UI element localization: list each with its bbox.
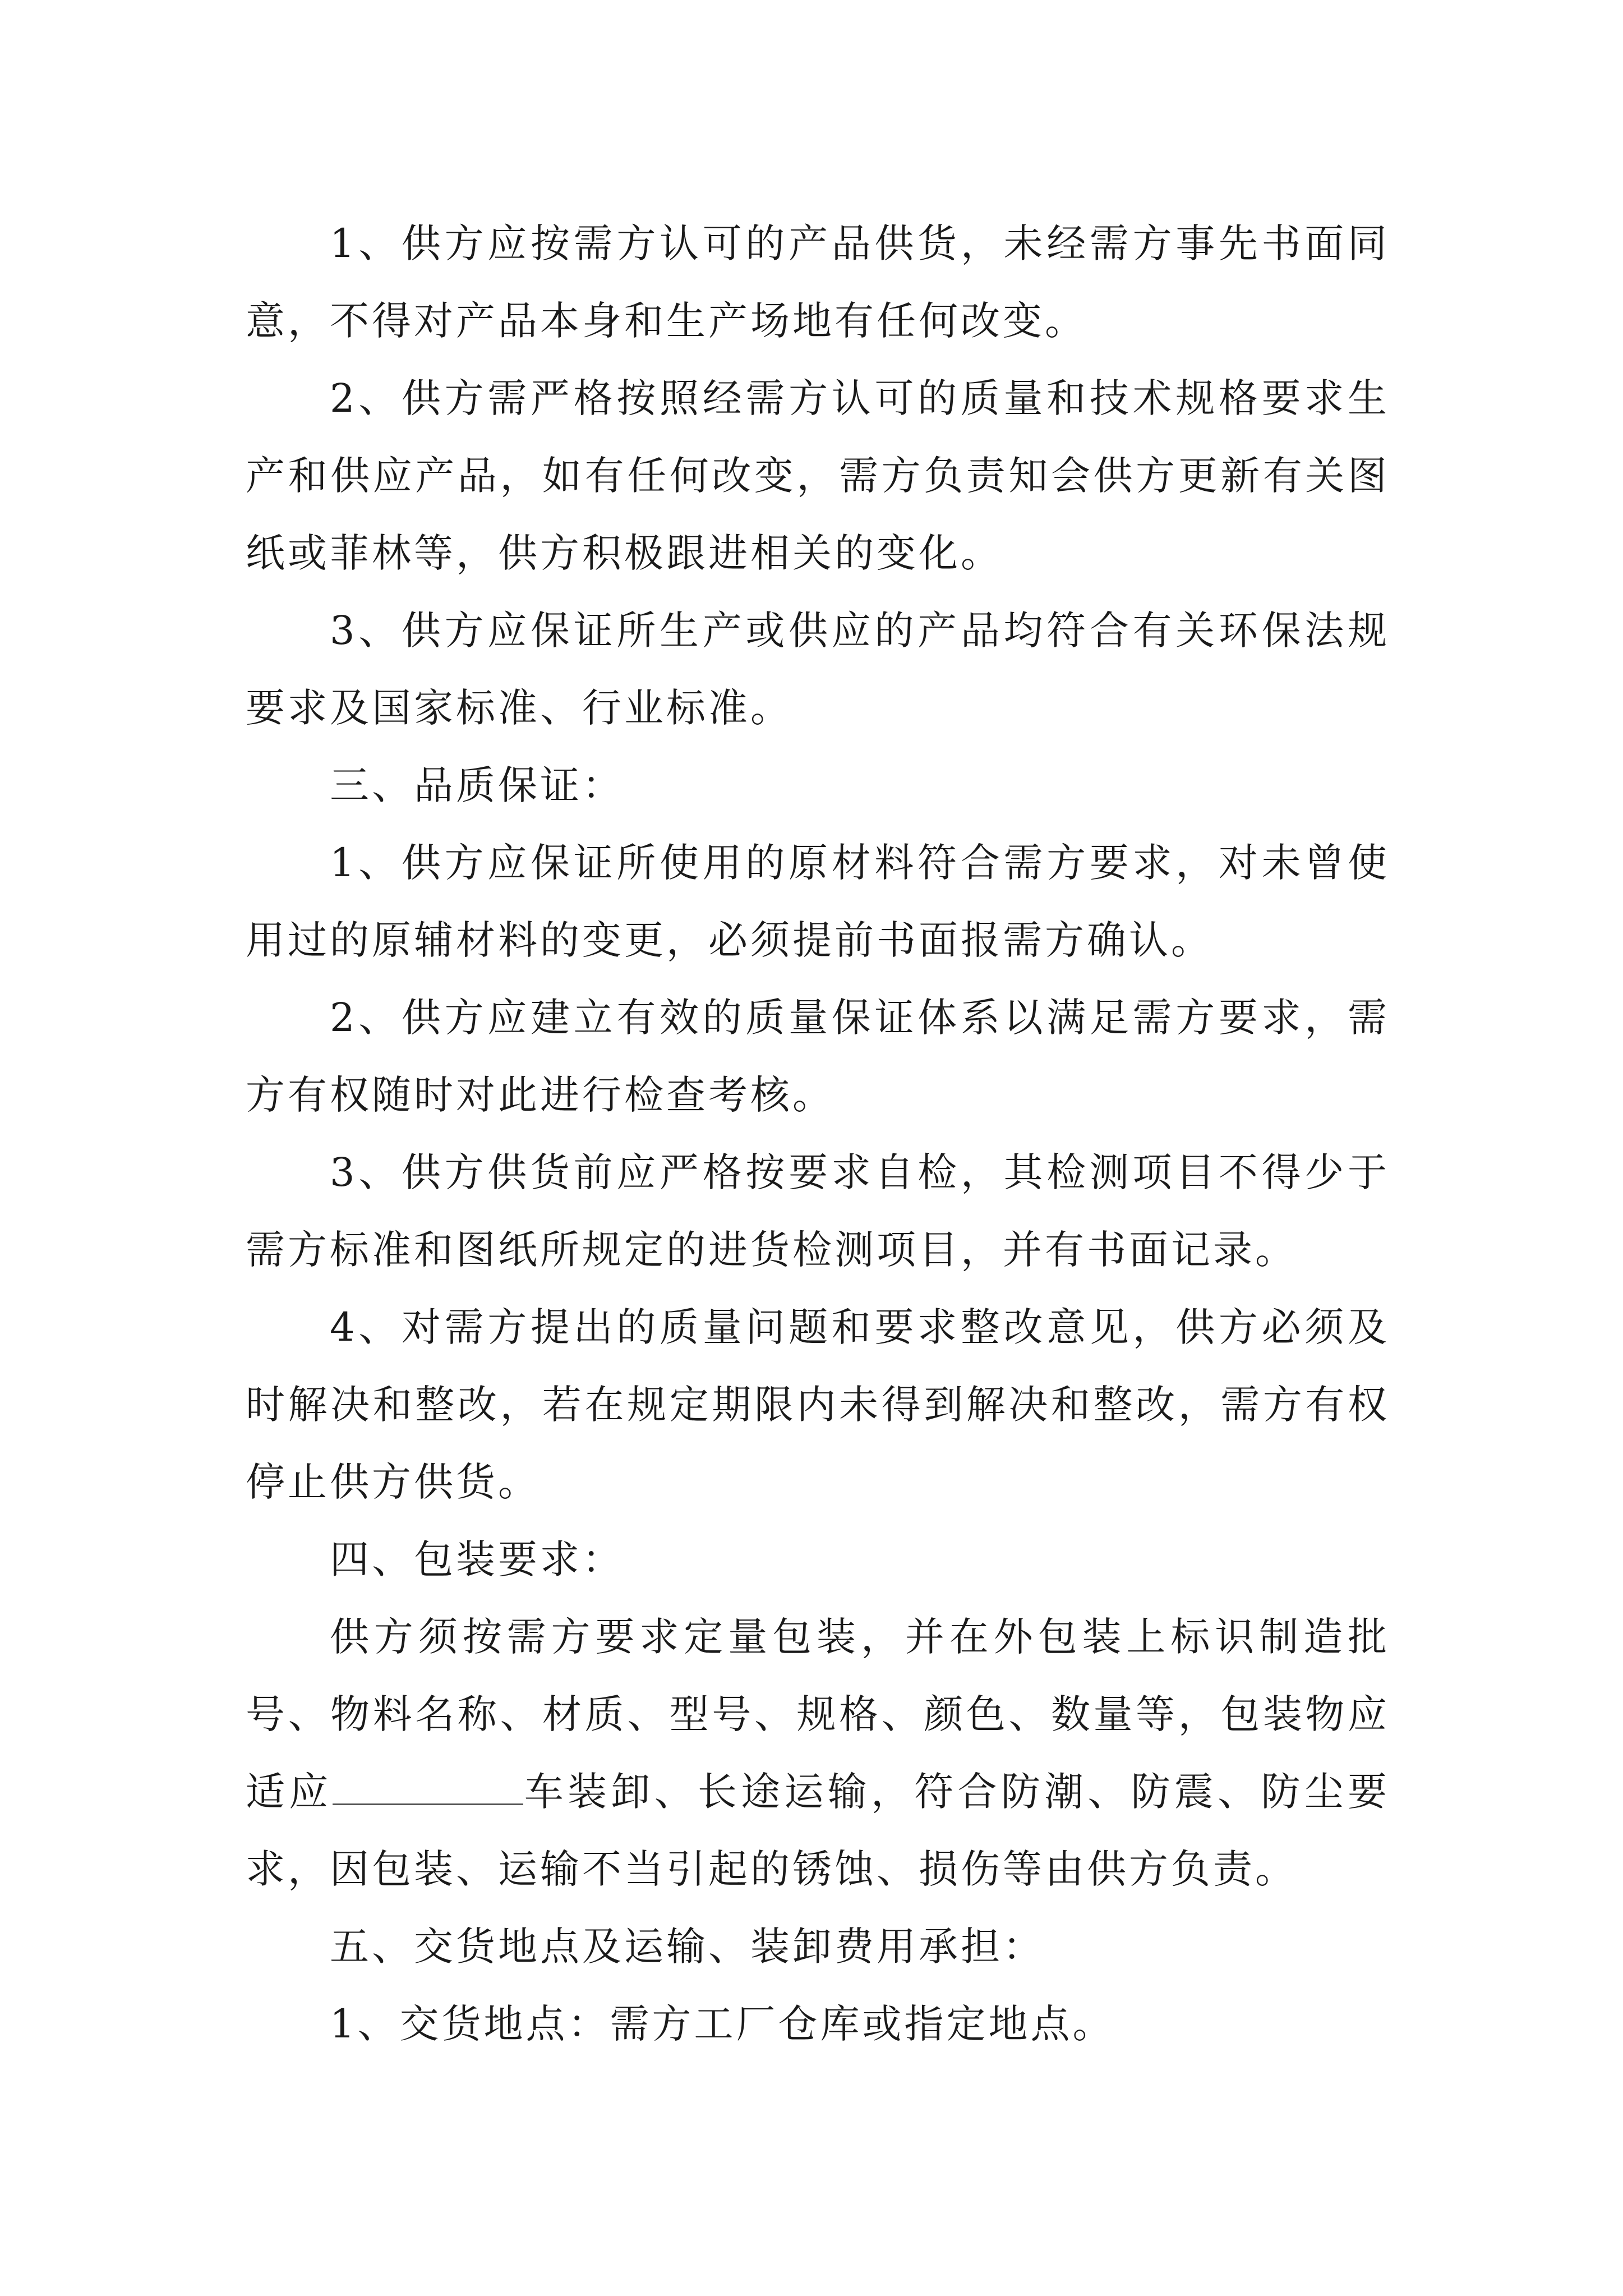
document-body — [246, 205, 1390, 2063]
paragraph-clause-3-3: 3、供方供货前应严格按要求自检，其检测项目不得少于需方标准和图纸所规定的进货检测项目，并有书面记录。 — [246, 1149, 1390, 1273]
fill-in-blank-line — [333, 1764, 523, 1805]
paragraph-clause-2-2: 2、供方需严格按照经需方认可的质量和技术规格要求生产和供应产品，如有任何改变，需方负责知会供方更新有关图纸或菲林等，供方积极跟进相关的变化。 — [246, 375, 1390, 576]
paragraph-clause-2-1: 1、供方应按需方认可的产品供货，未经需方事先书面同意，不得对产品本身和生产场地有任何改变。 — [246, 220, 1390, 344]
packaging-text-part-2: 车装卸、长途运输，符合防潮、防震、防尘要求，因包装、运输不当引起的锈蚀、损伤等由供方负责。 — [246, 1769, 1390, 1892]
section-heading-packaging: 四、包装要求： — [330, 1536, 624, 1582]
paragraph-clause-3-4: 4、对需方提出的质量问题和要求整改意见，供方必须及时解决和整改，若在规定期限内未得到解决和整改，需方有权停止供方供货。 — [246, 1304, 1390, 1505]
paragraph-clause-2-3: 3、供方应保证所生产或供应的产品均符合有关环保法规要求及国家标准、行业标准。 — [246, 608, 1390, 731]
paragraph-clause-3-1: 1、供方应保证所使用的原材料符合需方要求，对未曾使用过的原辅材料的变更，必须提前书面报需方确认。 — [246, 840, 1390, 963]
paragraph-clause-5-1: 1、交货地点：需方工厂仓库或指定地点。 — [330, 2001, 1115, 2047]
paragraph-packaging — [246, 1598, 1390, 1908]
paragraph-clause-3-2: 2、供方应建立有效的质量保证体系以满足需方要求，需方有权随时对此进行检查考核。 — [246, 995, 1390, 1118]
section-heading-delivery: 五、交货地点及运输、装卸费用承担： — [330, 1924, 1045, 1970]
packaging-text-part-1: 供方须按需方要求定量包装，并在外包装上标识制造批号、物料名称、材质、型号、规格、颜色、数量等，包装物应适应 — [246, 1614, 1390, 1815]
section-heading-quality: 三、品质保证： — [330, 762, 624, 808]
